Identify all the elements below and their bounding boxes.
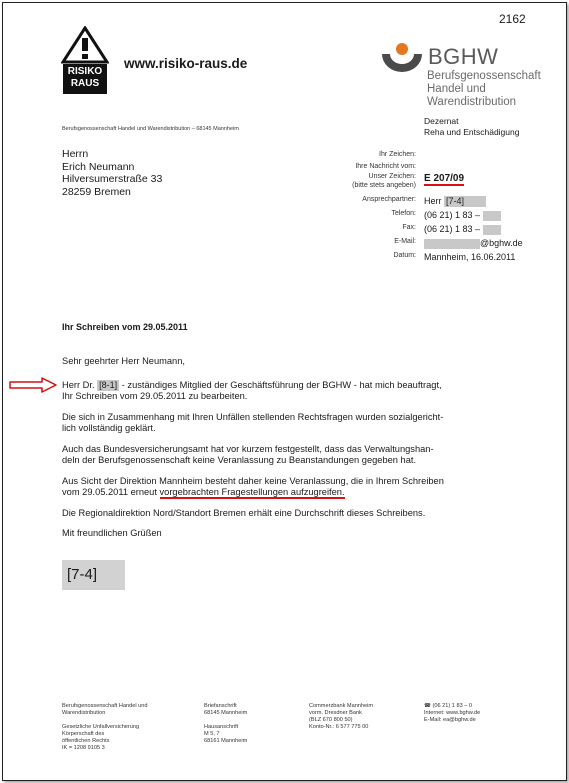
ihr-zeichen-label: Ihr Zeichen: [379,151,416,158]
footer-line: öffentlichen Rechts [62,738,110,744]
risiko-raus-logo [61,26,109,96]
page-number: 2162 [499,12,526,26]
ansprech-redaction: [7-4] [444,196,486,207]
bghw-full-line: Handel und [427,83,486,95]
name-redaction: [8-1] [99,379,118,390]
bghw-logo-icon [380,42,424,72]
para3-line: Auch das Bundesversicherungsamt hat vor kurzem festgestellt, dass das Verwaltungshan- [62,443,434,454]
dezernat-block [424,116,519,138]
email-suffix: @bghw.de [480,238,523,248]
ansprech-label: Ansprechpartner: [362,196,416,203]
recipient-line: Herrn [62,148,89,160]
footer-line: Commerzbank Mannheim [309,703,374,709]
footer-line: Berufsgenossenschaft Handel und [62,703,148,709]
para3-line: deln der Berufsgenossenschaft keine Veranlassung zu Beanstandungen gegeben hat. [62,455,417,465]
risiko-logo-line1: RISIKO [67,66,103,77]
para2-line: Die sich in Zusammenhang mit Ihren Unfällen stellenden Rechtsfragen wurden sozialgericht- [62,411,444,422]
recipient-address [62,148,162,198]
datum-value: Mannheim, 16.06.2011 [424,252,516,262]
bghw-full-line: Berufsgenossenschaft [427,70,541,82]
nachricht-label: Ihre Nachricht vom: [355,163,416,170]
email-label: E-Mail: [394,238,416,245]
recipient-line: 28259 Bremen [62,185,131,198]
footer-line: 68145 Mannheim [204,710,248,716]
paragraph-4 [62,476,502,499]
salutation: Sehr geehrter Herr Neumann, [62,356,185,366]
bghw-name: BGHW [428,44,499,69]
signature-redaction: [7-4] [62,560,125,590]
fax-redaction [483,225,501,235]
recipient-line: Erich Neumann [62,160,135,173]
footer-line: Warendistribution [62,710,106,716]
para1-pre: Herr Dr. [62,379,95,390]
ansprech-prefix: Herr [424,196,442,206]
closing: Mit freundlichen Grüßen [62,528,162,538]
para2-line: lich vollständig geklärt. [62,423,156,433]
datum-label: Datum: [393,252,416,259]
risiko-url: www.risiko-raus.de [124,56,248,71]
paragraph-3 [62,444,502,467]
para1-post: - zuständiges Mitglied der Geschäftsführung der BGHW - hat mich beauftragt, [121,379,442,390]
footer-line: Konto-Nr.: 6 577 775 00 [309,724,369,730]
bghw-full-name [427,70,541,109]
telefon-value: (06 21) 1 83 – [424,210,481,220]
footer-col-3 [309,703,373,731]
footer-col-2 [204,703,247,745]
footer-line: M 5, 7 [204,731,220,737]
telefon-redaction [483,211,501,221]
stets-label: (bitte stets angeben) [352,182,416,189]
dezernat-label: Dezernat [424,116,459,126]
letter-body [62,356,502,549]
footer-line: IK = 1208 9105 3 [62,745,105,751]
unser-zeichen-label: Unser Zeichen: [368,172,416,180]
para4-underlined: vorgebrachten Fragestellungen aufzugreifen. [159,487,345,497]
footer-line: vorm. Dresdner Bank [309,710,362,716]
para4-line2-pre: vom 29.05.2011 erneut [62,487,160,497]
footer-line: (BLZ 670 800 50) [309,717,353,723]
fax-value: (06 21) 1 83 – [424,224,481,234]
footer-line: Hausanschrift [204,724,239,730]
paragraph-2 [62,412,502,435]
footer-line: ☎ (06 21) 1 83 – 0 [424,703,473,709]
unser-zeichen-value: E 207/09 [424,173,465,184]
footer-line: Gesetzliche Unfallversicherung [62,724,140,730]
fax-label: Fax: [402,224,416,231]
risiko-logo-line2: RAUS [70,78,100,89]
footer-line: E-Mail: ea@bghw.de [424,717,476,723]
footer-line: Briefanschrift [204,703,237,709]
subject-line: Ihr Schreiben vom 29.05.2011 [62,322,188,332]
telefon-label: Telefon: [391,210,416,217]
dezernat-value: Reha und Entschädigung [424,127,520,137]
red-arrow-icon [8,377,60,393]
sender-return-address: Berufsgenossenschaft Handel und Warendistribution – 68145 Mannheim [62,126,239,132]
footer-line: Internet: www.bghw.de [424,710,481,716]
paragraph-1 [62,380,502,403]
para4-line1: Aus Sicht der Direktion Mannheim besteht daher keine Veranlassung, die in Ihrem Schreiben [62,475,444,486]
footer-col-1 [62,703,148,752]
reference-labels [320,150,416,265]
reference-values [424,150,523,266]
footer-line: Körperschaft des [62,731,105,737]
footer-col-4 [424,703,480,724]
para1-line2: Ihr Schreiben vom 29.05.2011 zu bearbeiten. [62,391,248,401]
footer-line: 68161 Mannheim [204,738,248,744]
email-redaction [424,239,480,249]
bghw-full-line: Warendistribution [427,96,517,108]
paragraph-5: Die Regionaldirektion Nord/Standort Bremen erhält eine Durchschrift dieses Schreibens. [62,507,426,518]
recipient-line: Hilversumerstraße 33 [62,173,163,185]
